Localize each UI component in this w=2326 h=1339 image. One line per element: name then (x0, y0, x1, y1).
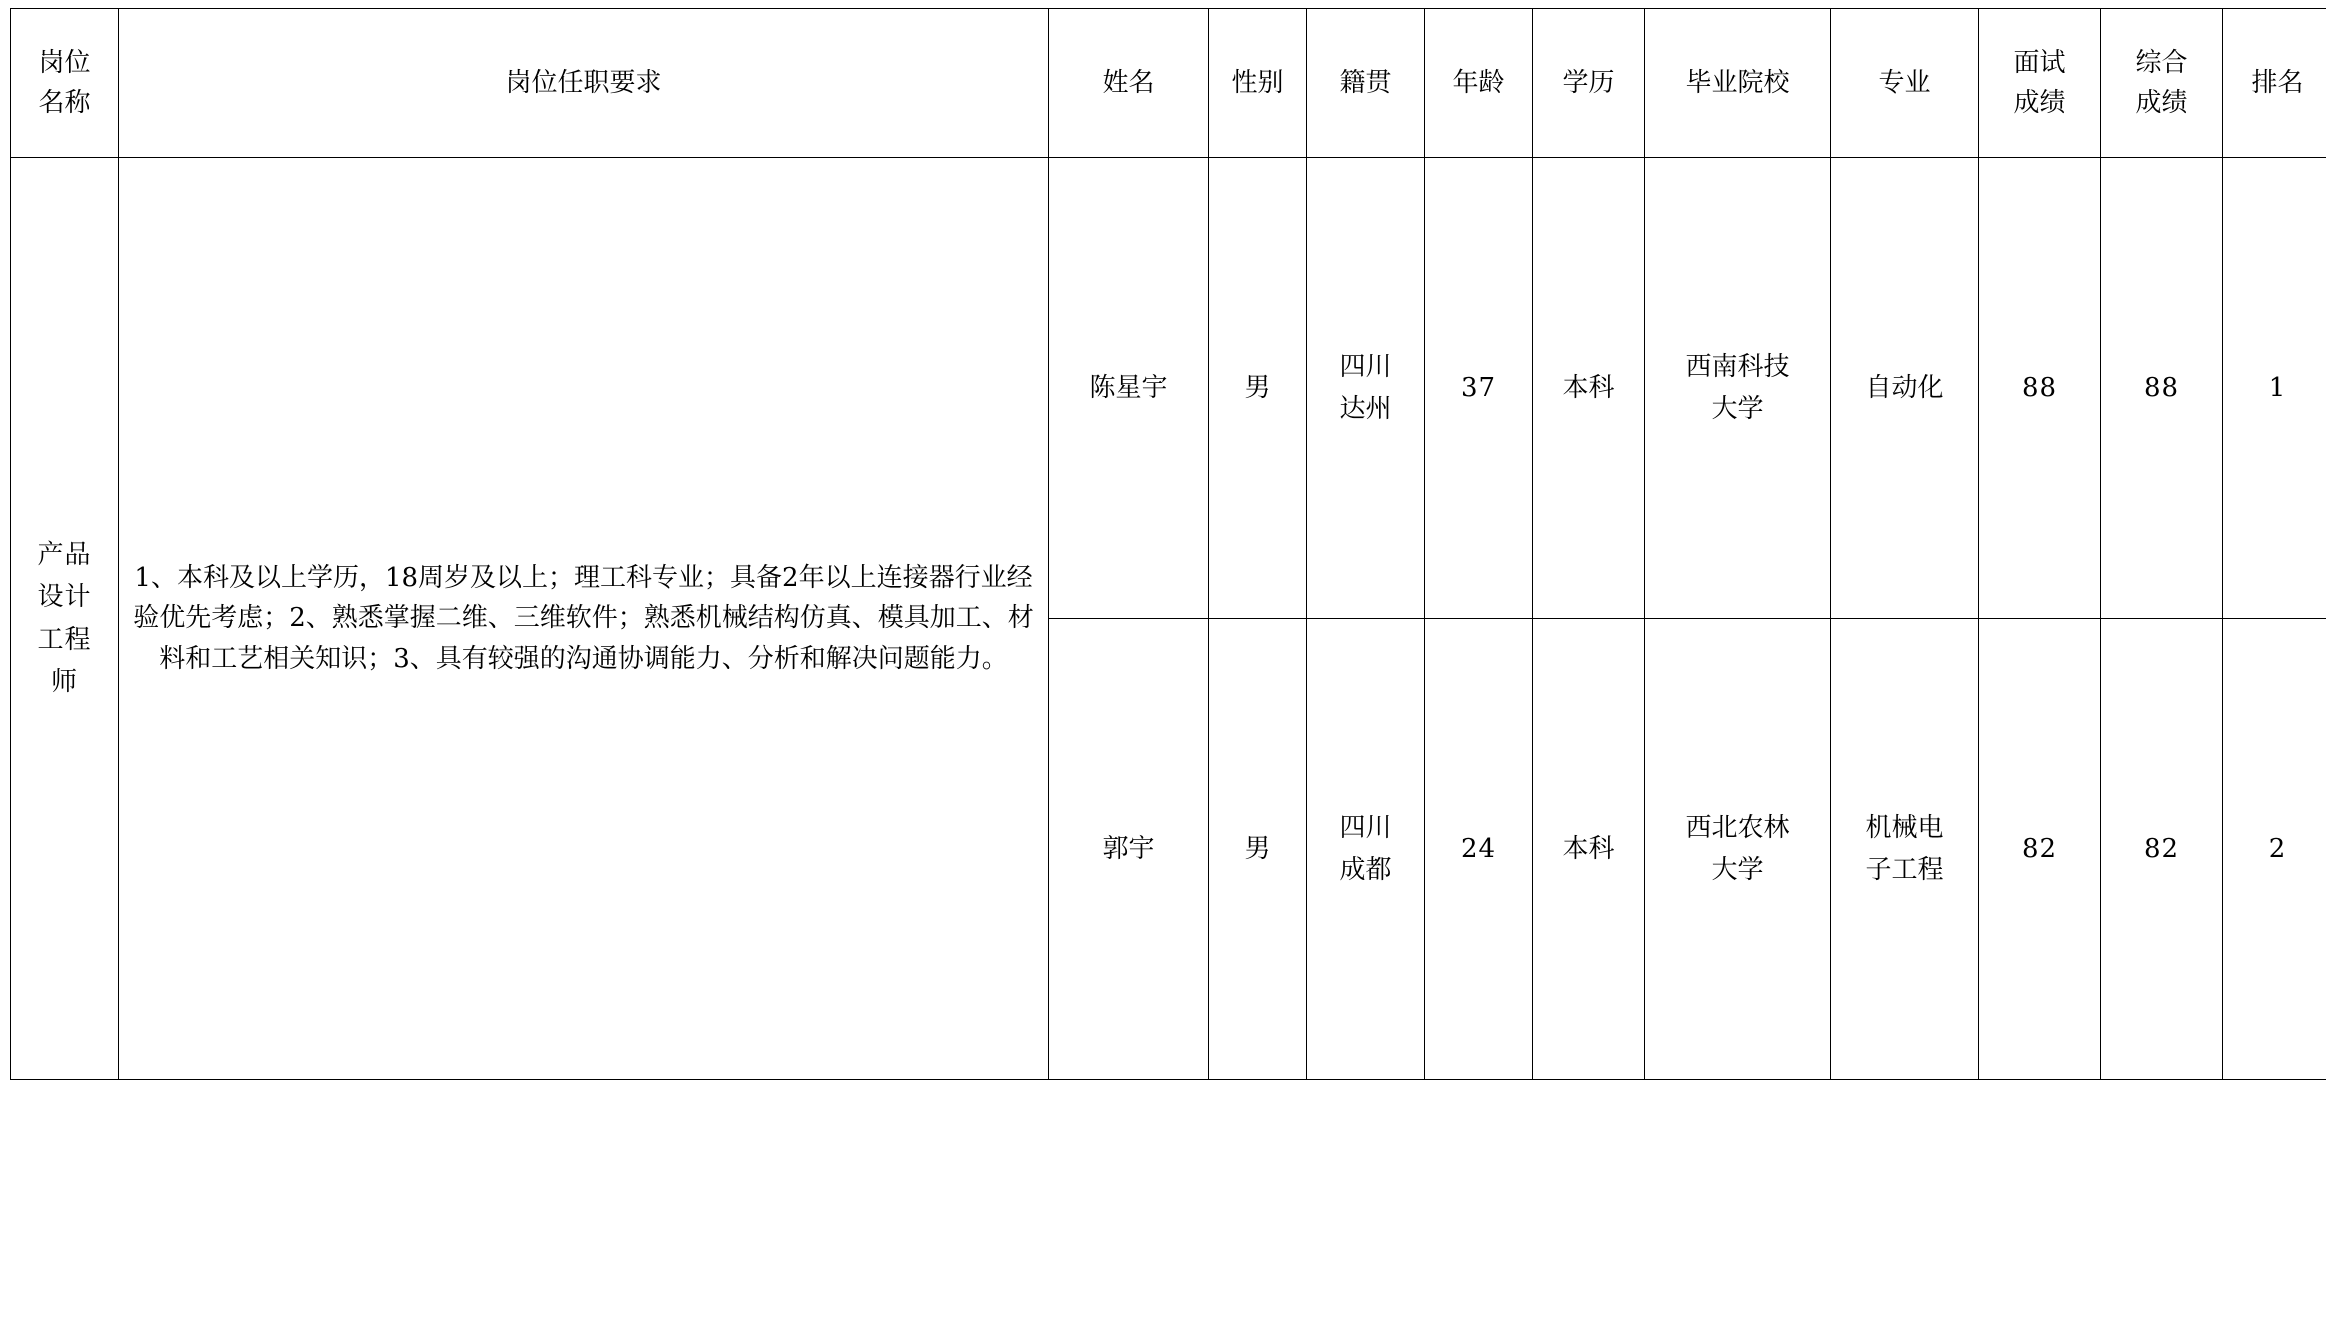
header-name: 姓名 (1049, 9, 1209, 158)
candidate-rank: 1 (2223, 158, 2326, 619)
header-school: 毕业院校 (1645, 9, 1831, 158)
candidate-school (1645, 158, 1831, 619)
candidate-rank: 2 (2223, 619, 2326, 1080)
candidate-origin-line-1: 四川 (1339, 812, 1392, 843)
requirements-cell: 1、本科及以上学历，18周岁及以上；理工科专业；具备2年以上连接器行业经验优先考虑；2、熟悉掌握二维、三维软件；熟悉机械结构仿真、模具加工、材料和工艺相关知识；3、具有较强的沟通协调能力、分析和解决问题能力。 (119, 158, 1049, 1080)
post-name-cell (11, 158, 119, 1080)
candidate-age: 24 (1425, 619, 1533, 1080)
header-origin: 籍贯 (1307, 9, 1425, 158)
candidate-major-line-1: 自动化 (1865, 372, 1944, 403)
candidate-interview-score: 88 (1979, 158, 2101, 619)
post-name-line-3: 工程 (37, 624, 92, 655)
header-rank: 排名 (2223, 9, 2326, 158)
header-post-name-line-1: 岗位 (38, 47, 91, 78)
header-total-score-line-2: 成绩 (2135, 88, 2188, 118)
table-header (11, 9, 2326, 158)
table-row (11, 158, 2326, 619)
candidate-major (1831, 158, 1979, 619)
recruitment-results-table (10, 8, 2326, 1080)
header-age: 年龄 (1425, 9, 1533, 158)
candidate-origin (1307, 619, 1425, 1080)
post-name-line-4: 师 (50, 666, 78, 697)
header-post-name-line-2: 名称 (38, 88, 91, 118)
candidate-origin-line-1: 四川 (1339, 351, 1392, 382)
candidate-total-score: 88 (2101, 158, 2223, 619)
header-total-score (2101, 9, 2223, 158)
candidate-school-line-2: 大学 (1711, 855, 1764, 885)
header-row (11, 9, 2326, 158)
candidate-school (1645, 619, 1831, 1080)
header-post-name (11, 9, 119, 158)
candidate-age: 37 (1425, 158, 1533, 619)
header-education: 学历 (1533, 9, 1645, 158)
header-interview-score-line-1: 面试 (2013, 47, 2066, 78)
header-major: 专业 (1831, 9, 1979, 158)
post-name-line-1: 产品 (37, 540, 92, 571)
candidate-major (1831, 619, 1979, 1080)
candidate-interview-score: 82 (1979, 619, 2101, 1080)
header-gender: 性别 (1209, 9, 1307, 158)
candidate-gender: 男 (1209, 158, 1307, 619)
candidate-name: 陈星宇 (1049, 158, 1209, 619)
candidate-education: 本科 (1533, 158, 1645, 619)
table-body (11, 158, 2326, 1080)
header-interview-score (1979, 9, 2101, 158)
candidate-school-line-1: 西北农林 (1685, 812, 1790, 843)
candidate-name: 郭宇 (1049, 619, 1209, 1080)
candidate-origin (1307, 158, 1425, 619)
candidate-major-line-1: 机械电 (1865, 812, 1944, 843)
header-requirements: 岗位任职要求 (119, 9, 1049, 158)
candidate-major-line-2: 子工程 (1865, 855, 1944, 885)
candidate-education: 本科 (1533, 619, 1645, 1080)
candidate-school-line-1: 西南科技 (1685, 351, 1790, 382)
candidate-origin-line-2: 成都 (1339, 855, 1392, 885)
candidate-total-score: 82 (2101, 619, 2223, 1080)
header-interview-score-line-2: 成绩 (2013, 88, 2066, 118)
post-name-line-2: 设计 (37, 582, 92, 613)
candidate-origin-line-2: 达州 (1339, 394, 1392, 424)
candidate-gender: 男 (1209, 619, 1307, 1080)
candidate-school-line-2: 大学 (1711, 394, 1764, 424)
header-total-score-line-1: 综合 (2135, 47, 2188, 78)
